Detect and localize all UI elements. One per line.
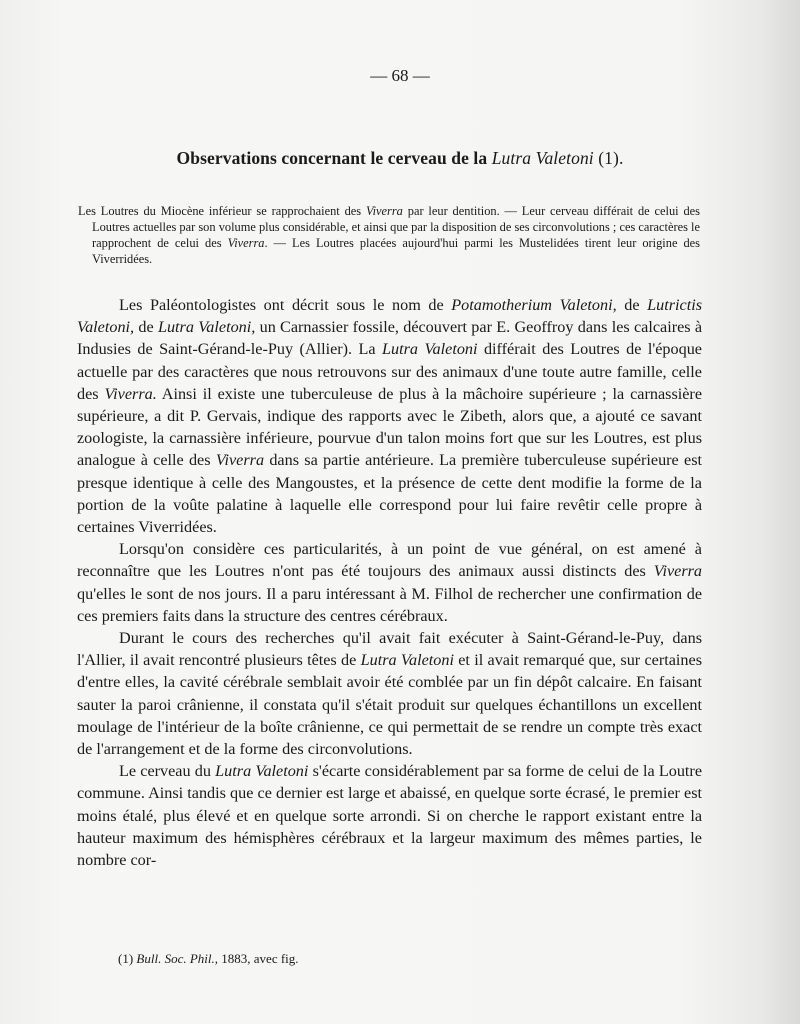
abstract-text: par leur dentition. — Leur cerveau différait de celui des Loutres actuelles par son volume plus considérable, et ainsi que par la disposition de ses circonvolutions ; ces caractères le rapprochent de celui des bbox=[92, 204, 700, 250]
title-note: (1). bbox=[598, 148, 624, 168]
abstract-text: Les Loutres du Miocène inférieur se rapprochaient des bbox=[78, 204, 362, 218]
paragraph-1 bbox=[77, 294, 702, 538]
abstract-text: . — Les Loutres placées aujourd'hui parmi les Mustelidées tirent leur origine des Viverridées. bbox=[92, 236, 700, 266]
italic-run: Viverra. bbox=[104, 384, 157, 403]
text-run: de bbox=[138, 318, 154, 337]
text-run: dans sa partie antérieure. La première tuberculeuse supérieure est presque identique à celle des Mangoustes, et la présence de cette dent modifie la forme de la portion de la voûte palatine à laquelle elle correspond pour lui faire revêtir celle propre à certaines Viverridées. bbox=[77, 451, 702, 537]
abstract-italic: Viverra bbox=[227, 236, 265, 250]
text-run: et il avait remarqué que, sur certaines d'entre elles, la cavité cérébrale semblait avoir été comblée par un fin dépôt calcaire. En faisant sauter la paroi crânienne, il constata qu'il s'était produit sur quelques échantillons un excellent moulage de l'intérieur de la boîte crânienne, ce qui permettait de se rendre un compte très exact de l'arrangement et de la forme des circonvolutions. bbox=[77, 651, 702, 759]
italic-run: Viverra bbox=[215, 451, 265, 470]
italic-run: Lutra Valetoni, bbox=[157, 318, 256, 337]
italic-run: Potamotherium Valetoni, bbox=[451, 296, 617, 314]
abstract-paragraph bbox=[78, 203, 700, 267]
title-main: Observations concernant le cerveau de la bbox=[176, 148, 488, 168]
text-run: un Carnassier fossile, découvert par E. Geoffroy dans les calcaires à Indusies de Saint-Gérand-le-Puy (Allier). La bbox=[77, 318, 703, 359]
page-number: — 68 — bbox=[370, 66, 430, 85]
footnote-reference: Bull. Soc. Phil., bbox=[136, 951, 219, 966]
abstract bbox=[78, 203, 700, 267]
text-run: qu'elles le sont de nos jours. Il a paru intéressant à M. Filhol de rechercher une confirmation de ces premiers faits dans la structure des centres cérébraux. bbox=[77, 584, 702, 625]
paragraph-4 bbox=[77, 760, 702, 871]
italic-run: Lutra Valetoni bbox=[215, 762, 309, 781]
article-title bbox=[0, 148, 800, 169]
text-run: Les Paléontologistes ont décrit sous le nom de bbox=[119, 296, 444, 314]
italic-run: Lutrictis Valetoni, bbox=[77, 296, 703, 337]
text-run: s'écarte considérablement par sa forme de celui de la Loutre commune. Ainsi tandis que ce dernier est large et abaissé, en quelque sorte écrasé, le premier est moins étalé, plus élevé et en quelque sorte arrondi. Si on cherche le rapport existant entre la hauteur maximum des hémisphères cérébraux et la largeur maximum des mêmes parties, le nombre cor- bbox=[77, 762, 703, 870]
body-text bbox=[77, 294, 702, 871]
paragraph-3 bbox=[77, 627, 702, 760]
footnote-number: (1) bbox=[118, 951, 134, 966]
paragraph-2 bbox=[77, 538, 702, 627]
title-species: Lutra Valetoni bbox=[491, 148, 594, 168]
text-run: Durant le cours des recherches qu'il avait fait exécuter à Saint-Gérand-le-Puy, dans l'Allier, il avait rencontré plusieurs têtes de bbox=[77, 629, 702, 670]
text-run: Le cerveau du bbox=[119, 762, 211, 781]
italic-run: Lutra Valetoni bbox=[382, 340, 478, 359]
italic-run: Lutra Valetoni bbox=[360, 651, 454, 670]
text-run: Lorsqu'on considère ces particularités, à un point de vue général, on est amené à reconnaître que les Loutres n'ont pas été toujours des animaux aussi distincts des bbox=[77, 540, 702, 581]
abstract-italic: Viverra bbox=[365, 204, 403, 218]
footnote bbox=[118, 951, 299, 967]
text-run: Ainsi il existe une tuberculeuse de plus à la mâchoire supérieure ; la carnassière supérieure, a dit P. Gervais, indique des rapports avec le Zibeth, alors que, a ajouté ce savant zoologiste, la carnassière inférieure, pourvue d'un talon moins fort que sur les Loutres, est plus analogue à celle des bbox=[77, 384, 703, 470]
footnote-text: 1883, avec fig. bbox=[221, 951, 299, 966]
italic-run: Viverra bbox=[653, 562, 703, 581]
text-run: de bbox=[624, 296, 640, 314]
text-run: différait des Loutres de l'époque actuelle par des caractères que nous retrouvons sur des animaux d'une toute autre famille, celle des bbox=[77, 340, 702, 403]
